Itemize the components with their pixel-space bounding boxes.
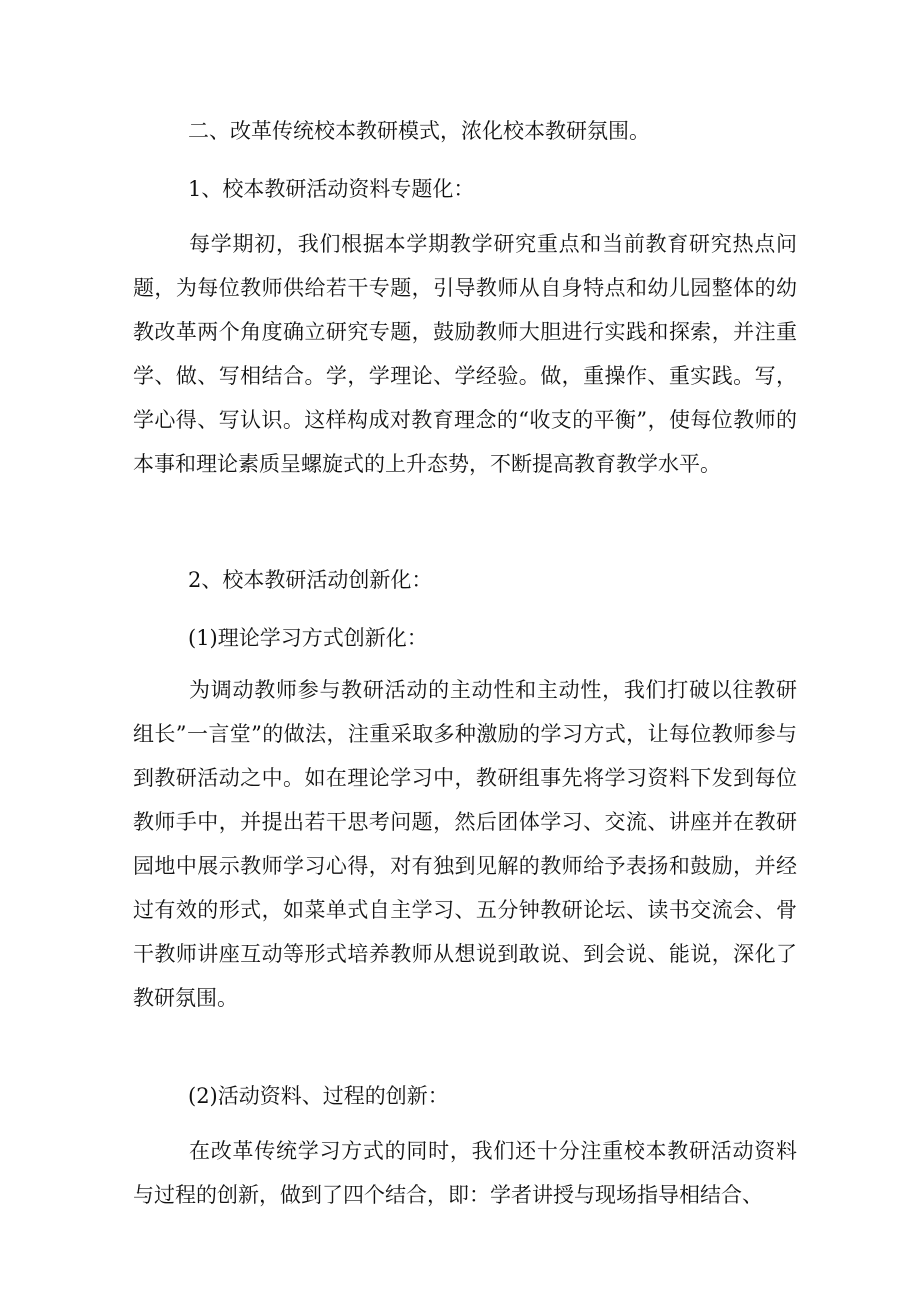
subsection-heading-1: 1、校本教研活动资料专题化： xyxy=(188,177,475,201)
paragraph-1: 每学期初，我们根据本学期教学研究重点和当前教育研究热点问题，为每位教师供给若干专题，引导教师从自身特点和幼儿园整体的幼教改革两个角度确立研究专题，鼓励教师大胆进行实践和探索，并注重学、做、写相结合。学，学理论、学经验。做，重操作、重实践。写，学心得、写认识。这样构成对教育理念的“收支的平衡”，使每位教师的本事和理论素质呈螺旋式的上升态势，不断提高教育教学水平。 xyxy=(133,232,797,476)
subsection-heading-2-1: (1)理论学习方式创新化： xyxy=(188,626,428,650)
section-heading: 二、改革传统校本教研模式，浓化校本教研氛围。 xyxy=(188,119,650,143)
subsection-heading-2: 2、校本教研活动创新化： xyxy=(188,568,433,592)
paragraph-3: 在改革传统学习方式的同时，我们还十分注重校本教研活动资料与过程的创新，做到了四个结合，即：学者讲授与现场指导相结合、 xyxy=(133,1139,797,1207)
paragraph-2: 为调动教师参与教研活动的主动性和主动性，我们打破以往教研组长”一言堂”的做法，注重采取多种激励的学习方式，让每位教师参与到教研活动之中。如在理论学习中，教研组事先将学习资料下发到每位教师手中，并提出若干思考问题，然后团体学习、交流、讲座并在教研园地中展示教师学习心得，对有独到见解的教师给予表扬和鼓励，并经过有效的形式，如菜单式自主学习、五分钟教研论坛、读书交流会、骨干教师讲座互动等形式培养教师从想说到敢说、到会说、能说，深化了教研氛围。 xyxy=(133,678,797,1010)
subsection-heading-2-2: (2)活动资料、过程的创新： xyxy=(188,1084,449,1108)
